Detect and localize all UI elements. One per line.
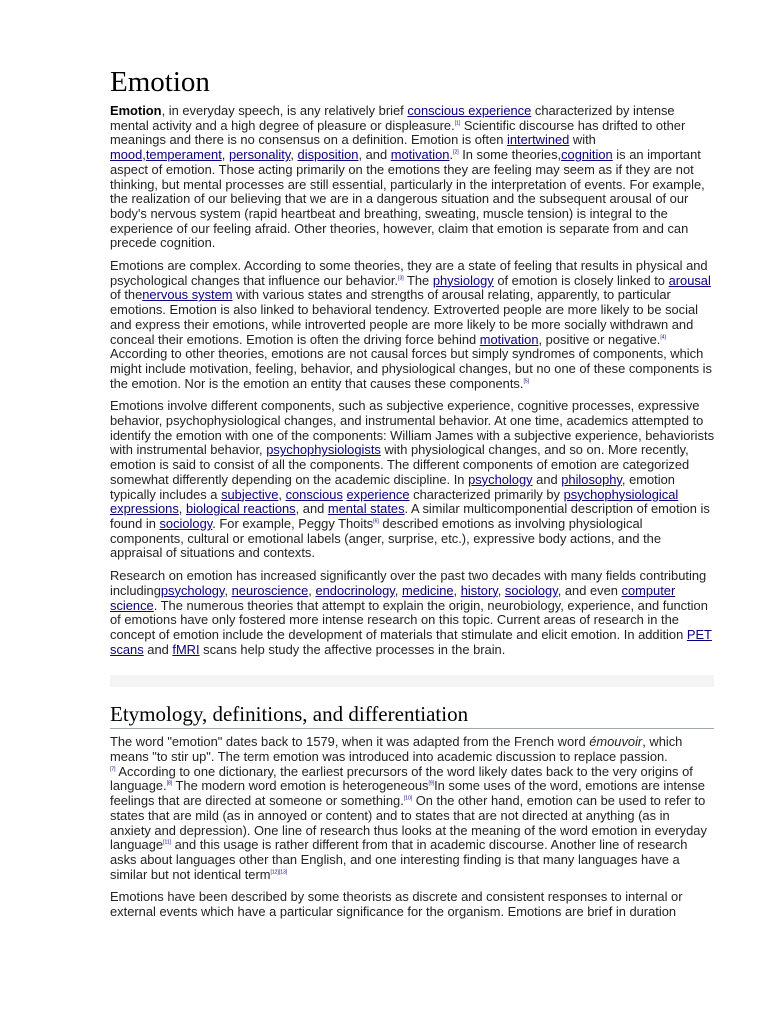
lead-term: Emotion bbox=[110, 103, 162, 118]
link-computer-science[interactable]: computer science bbox=[110, 582, 676, 613]
ref-1[interactable]: [1] bbox=[454, 120, 461, 127]
paragraph-1: Emotion, in everyday speech, is any relatively brief conscious experience characterized by intense mental activity and a high degree of pleasure or displeasure.[1] Scientific discourse has drifted to other meanings and there is no consensus on a definition. Emotion is often intertwined with mood,temperament, personality, disposition, and motivation.[2] In some theories,cognition is an important aspect of emotion. Those acting primarily on the emotions they are feeling may seem as if they are not thinking, but mental processes are still essential, particularly in the interpretation of events. For example, the realization of our believing that we are in a dangerous situation and the subsequent arousal of our body's nervous system (rapid heartbeat and breathing, sweating, muscle tension) is integral to the experience of our feeling afraid. Other theories, however, claim that emotion is separate from and can precede cognition. bbox=[110, 103, 705, 251]
link-fmri[interactable]: fMRI bbox=[172, 641, 200, 657]
link-motivation[interactable]: motivation bbox=[390, 147, 450, 163]
link-conscious-experience[interactable]: conscious experience bbox=[407, 103, 532, 118]
link-expressions[interactable]: expressions bbox=[110, 501, 179, 517]
page-title: Emotion bbox=[110, 66, 210, 98]
ref-8[interactable]: [8] bbox=[166, 781, 173, 788]
section-divider bbox=[110, 675, 714, 687]
ref-11[interactable]: [11] bbox=[163, 839, 172, 846]
ref-9[interactable]: [9] bbox=[428, 781, 435, 788]
ref-10[interactable]: [10] bbox=[403, 795, 413, 802]
link-history[interactable]: history bbox=[460, 582, 498, 598]
link-psychophysiological[interactable]: psychophysiological bbox=[563, 486, 679, 502]
link-neuroscience[interactable]: neuroscience bbox=[231, 582, 309, 598]
link-philosophy[interactable]: philosophy bbox=[561, 471, 622, 487]
link-medicine[interactable]: medicine bbox=[401, 582, 454, 598]
ref-3[interactable]: [3] bbox=[398, 275, 404, 282]
link-sociology-2[interactable]: sociology bbox=[504, 582, 558, 598]
paragraph-5: The word "emotion" dates back to 1579, when it was adapted from the French word émouvoir, which means "to stir up". The term emotion was introduced into academic discussion to replace passion. [7] According to one dictionary, the earliest precursors of the word likely dates back to the very origins of language.[8] The modern word emotion is heterogeneous[9]In some uses of the word, emotions are intense feelings that are directed at someone or something.[10] On the other hand, emotion can be used to refer to states that are mild (as in annoyed or content) and to states that are not directed at anything (as in anxiety and depression). One line of research thus looks at the meaning of the word emotion in everyday language[11] and this usage is rather different from that in academic discourse. Another line of research asks about languages other than English, and one interesting finding is that many languages have a similar but not identical term[12][13] bbox=[110, 734, 707, 882]
link-psychology-2[interactable]: psychology bbox=[160, 582, 225, 598]
link-personality[interactable]: personality bbox=[228, 147, 291, 163]
link-experience[interactable]: experience bbox=[346, 486, 410, 502]
article bbox=[110, 62, 714, 928]
link-cognition[interactable]: cognition bbox=[561, 147, 613, 163]
section-heading: Etymology, definitions, and differentiation bbox=[110, 701, 714, 729]
ref-2[interactable]: [2] bbox=[453, 149, 459, 156]
link-mental-states[interactable]: mental states bbox=[327, 501, 405, 517]
link-endocrinology[interactable]: endocrinology bbox=[315, 582, 395, 598]
link-conscious[interactable]: conscious bbox=[285, 486, 343, 502]
link-temperament[interactable]: temperament bbox=[145, 147, 222, 163]
link-physiology[interactable]: physiology bbox=[432, 272, 494, 288]
ref-6[interactable]: [6] bbox=[373, 518, 379, 525]
paragraph-6: Emotions have been described by some theorists as discrete and consistent responses to internal or external events which have a particular significance for the organism. Emotions are brief in duration bbox=[110, 889, 683, 920]
link-psychology[interactable]: psychology bbox=[468, 471, 533, 487]
link-sociology[interactable]: sociology bbox=[159, 515, 213, 531]
link-disposition[interactable]: disposition bbox=[297, 147, 359, 163]
ref-7[interactable]: [7] bbox=[110, 766, 116, 773]
paragraph-3: Emotions involve different components, such as subjective experience, cognitive processes, expressive behavior, psychophysiological changes, and instrumental behavior. At one time, academics attempted to identify the emotion with one of the components: William James with a subjective experience, behaviorists with instrumental behavior, psychophysiologists with physiological changes, and so on. More recently, emotion is said to consist of all the components. The different components of emotion are categorized somewhat differently depending on the academic discipline. In psychology and philosophy, emotion typically includes a subjective, conscious experience characterized primarily by psychophysiological expressions, biological reactions, and mental states. A similar multicomponential description of emotion is found in sociology. For example, Peggy Thoits[6] described emotions as involving physiological components, cultural or emotional labels (anger, surprise, etc.), expressive body actions, and the appraisal of situations and contexts. bbox=[110, 398, 715, 561]
ref-5[interactable]: [5] bbox=[523, 378, 530, 385]
link-psychophysiologists[interactable]: psychophysiologists bbox=[266, 442, 381, 458]
link-subjective[interactable]: subjective bbox=[221, 486, 279, 502]
link-nervous-system[interactable]: nervous system bbox=[142, 287, 233, 303]
paragraph-4: Research on emotion has increased significantly over the past two decades with many fields contributing includingpsychology, neuroscience, endocrinology, medicine, history, sociology, and even computer science. The numerous theories that attempt to explain the origin, neurobiology, experience, and function of emotions have only fostered more intense research on this topic. Current areas of research in the concept of emotion include the development of materials that stimulate and elicit emotion. In addition PET scans and fMRI scans help study the affective processes in the brain. bbox=[110, 568, 712, 657]
paragraph-2: Emotions are complex. According to some theories, they are a state of feeling that results in physical and psychological changes that influence our behavior.[3] The physiology of emotion is closely linked to arousal of thenervous system with various states and strengths of arousal relating, apparently, to particular emotions. Emotion is also linked to behavioral tendency. Extroverted people are more likely to be social and express their emotions, while introverted people are more likely to be more socially withdrawn and conceal their emotions. Emotion is often the driving force behind motivation, positive or negative.[4] According to other theories, emotions are not causal forces but simply syndromes of components, which might include motivation, feeling, behavior, and physiological changes, but no one of these components is the emotion. Nor is the emotion an entity that causes these components.[5] bbox=[110, 258, 712, 391]
link-mood[interactable]: mood bbox=[110, 147, 143, 163]
ref-12-13[interactable]: [12][13] bbox=[270, 869, 288, 876]
link-intertwined[interactable]: intertwined bbox=[507, 132, 570, 148]
link-arousal[interactable]: arousal bbox=[668, 272, 711, 288]
ref-4[interactable]: [4] bbox=[660, 334, 666, 341]
french-term: émouvoir bbox=[589, 734, 643, 750]
link-motivation-2[interactable]: motivation bbox=[479, 331, 539, 347]
link-pet-scans[interactable]: PET scans bbox=[110, 626, 712, 657]
link-biological-reactions[interactable]: biological reactions bbox=[185, 501, 296, 517]
